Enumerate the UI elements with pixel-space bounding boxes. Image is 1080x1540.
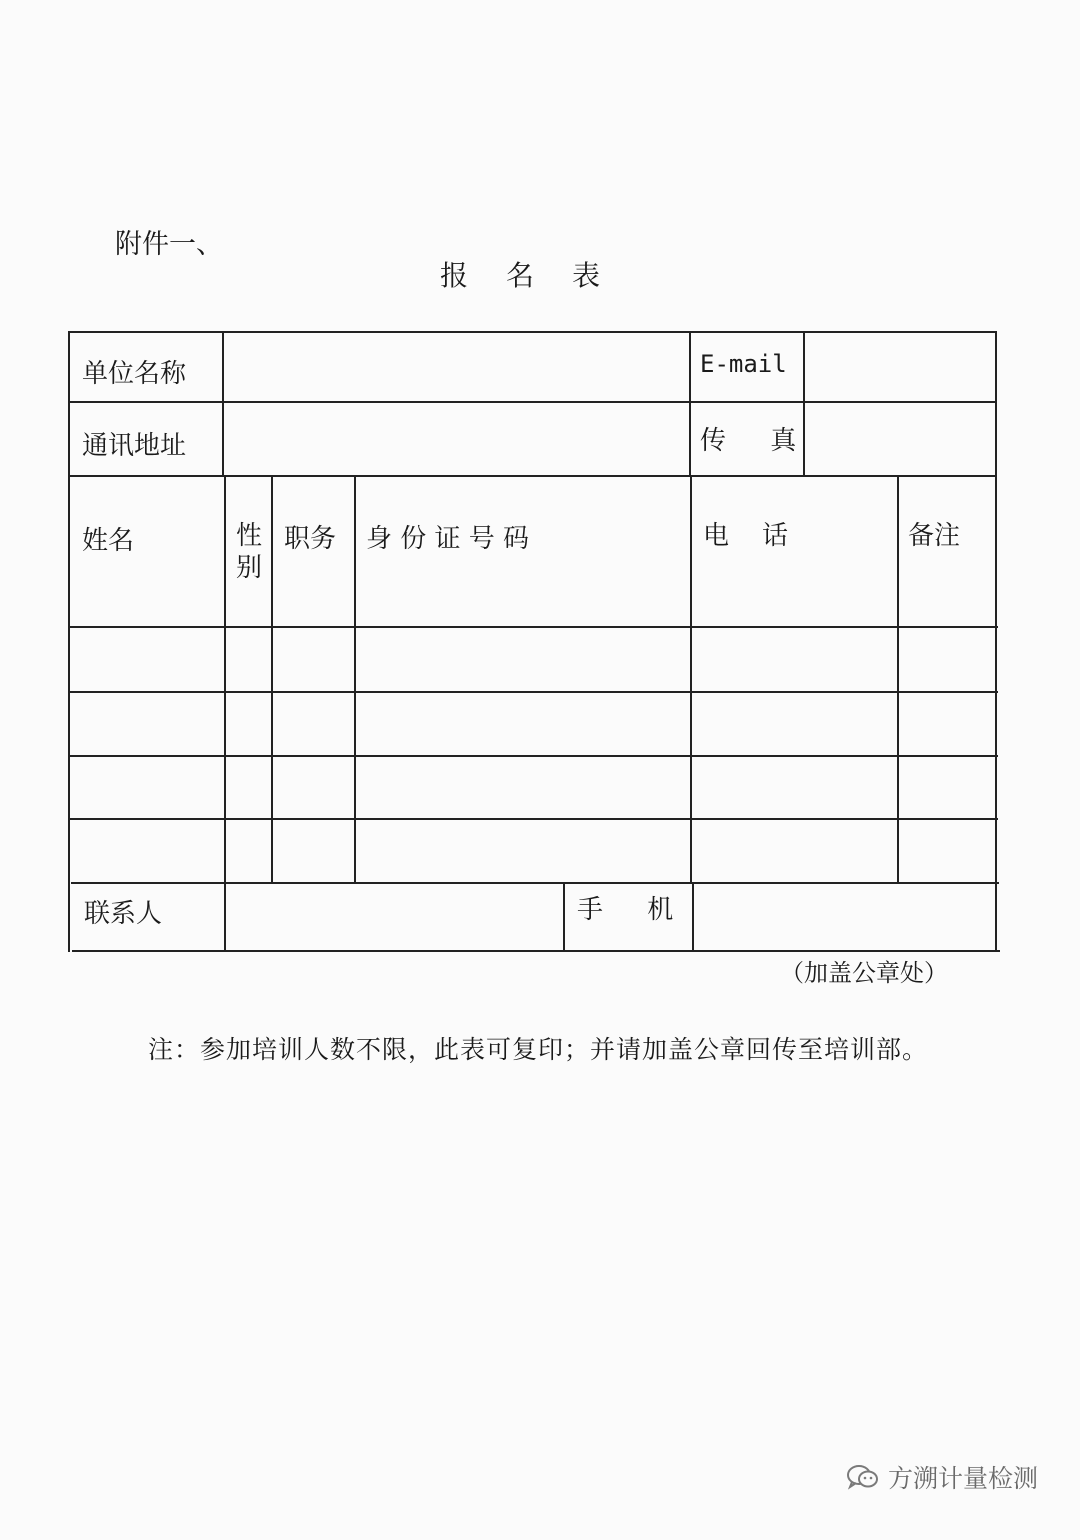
stamp-note: （加盖公章处） (780, 959, 948, 987)
table-border (995, 331, 997, 952)
remarks-column-header: 备注 (908, 521, 961, 551)
table-border (68, 475, 997, 477)
mobile-label: 手 机 (577, 895, 692, 925)
phone-column-header: 电 话 (703, 521, 789, 551)
mobile-field[interactable] (694, 884, 995, 950)
email-label: E-mail (700, 350, 787, 378)
table-border (72, 950, 1000, 952)
fax-label: 传 真 (700, 426, 815, 456)
id-number-column-header: 身 份 证 号 码 (366, 524, 530, 554)
unit-name-label: 单位名称 (82, 359, 187, 389)
participant-row[interactable] (70, 757, 995, 818)
attachment-label: 附件一、 (115, 229, 223, 260)
participant-row[interactable] (70, 693, 995, 755)
gender-column-header: 性别 (236, 521, 263, 583)
form-title: 报名表 (440, 259, 639, 292)
footnote: 注：参加培训人数不限，此表可复印；并请加盖公章回传至培训部。 (148, 1035, 929, 1064)
participant-row[interactable] (70, 628, 995, 691)
address-field[interactable] (224, 403, 689, 475)
contact-field[interactable] (226, 884, 563, 950)
position-column-header: 职务 (284, 524, 337, 554)
watermark-text: 方溯计量检测 (888, 1464, 1039, 1493)
fax-field[interactable] (805, 403, 995, 475)
unit-name-field[interactable] (224, 333, 689, 401)
wechat-icon (846, 1464, 880, 1490)
name-column-header: 姓名 (82, 526, 135, 556)
address-label: 通讯地址 (82, 431, 187, 461)
table-border (563, 882, 565, 952)
email-field[interactable] (805, 333, 995, 401)
participant-row[interactable] (70, 820, 995, 882)
watermark (846, 1459, 1038, 1495)
table-border (689, 331, 691, 477)
contact-label: 联系人 (84, 899, 163, 929)
